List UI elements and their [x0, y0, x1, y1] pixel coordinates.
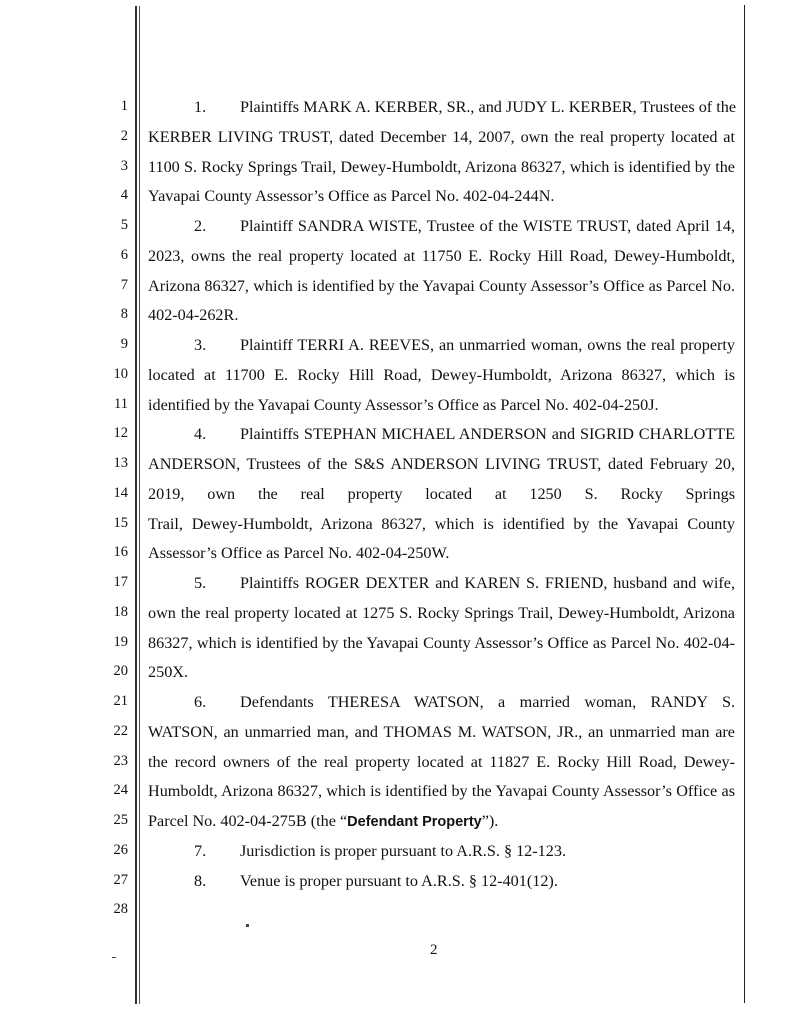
text-line — [148, 186, 735, 206]
line-text: Trail, Dewey-Humboldt, Arizona 86327, which is identified by the Yavapai County — [148, 514, 735, 533]
paragraph-number: 5. — [194, 574, 207, 592]
line-text: located at 11700 E. Rocky Hill Road, Dewey-Humboldt, Arizona 86327, which is — [148, 365, 735, 384]
line-text: 1100 S. Rocky Springs Trail, Dewey-Humboldt, Arizona 86327, which is identified by the — [148, 157, 735, 176]
text-line — [148, 781, 735, 801]
line-number: 19 — [113, 633, 128, 650]
line-number: 20 — [113, 663, 128, 680]
text-line — [148, 127, 735, 147]
line-number: 7 — [120, 276, 128, 293]
left-margin-rule — [135, 6, 137, 1004]
text-line — [148, 395, 735, 415]
line-text: 2019, own the real property located at 1250 S. Rocky Springs — [148, 484, 735, 503]
line-text: Plaintiffs STEPHAN MICHAEL ANDERSON and SIGRID CHARLOTTE — [240, 425, 735, 444]
line-text: Plaintiff SANDRA WISTE, Trustee of the WISTE TRUST, dated April 14, — [240, 217, 735, 235]
defined-term: Defendant Property — [347, 814, 482, 830]
line-number: 26 — [113, 841, 128, 858]
scan-speck — [112, 957, 116, 958]
line-number: 18 — [113, 603, 128, 620]
text-line — [148, 305, 735, 325]
line-text: own the real property located at 1275 S. Rocky Springs Trail, Dewey-Humboldt, Arizona — [148, 603, 735, 622]
line-text: Humboldt, Arizona 86327, which is identified by the Yavapai County Assessor’s Office as — [148, 782, 735, 801]
line-number: 9 — [120, 336, 128, 352]
page-number: 2 — [430, 942, 438, 958]
line-text: Defendants THERESA WATSON, a married woman, RANDY S. — [240, 693, 735, 711]
text-line — [148, 603, 735, 623]
text-line — [148, 633, 735, 653]
paragraph-start-line — [148, 97, 735, 117]
paragraph-number: 6. — [194, 693, 207, 711]
line-number: 8 — [120, 306, 128, 323]
paragraph-start-line — [148, 335, 735, 355]
paragraph-start-line — [148, 573, 735, 593]
line-text: ANDERSON, Trustees of the S&S ANDERSON LIVING TRUST, dated February 20, — [148, 455, 735, 473]
line-number: 28 — [113, 901, 128, 918]
text-line — [148, 484, 735, 504]
text-line — [148, 276, 735, 296]
line-number: 13 — [113, 455, 128, 471]
line-number: 2 — [120, 127, 128, 144]
text-line — [148, 514, 735, 534]
text-line — [148, 752, 735, 772]
line-text: Parcel No. 402-04-275B (the “ — [148, 812, 348, 830]
text-line — [148, 365, 735, 385]
paragraph-number: 2. — [194, 217, 207, 235]
line-text: the record owners of the real property located at 11827 E. Rocky Hill Road, Dewey- — [148, 752, 735, 771]
line-number: 25 — [113, 812, 128, 828]
line-number: 22 — [113, 722, 128, 739]
line-number: 6 — [120, 246, 128, 263]
line-text: Assessor’s Office as Parcel No. 402-04-250W. — [148, 544, 450, 563]
paragraph-number: 3. — [194, 336, 207, 354]
paragraph-start-line — [148, 424, 735, 444]
paragraph-number: 7. — [194, 841, 207, 860]
paragraph-start-line — [148, 692, 735, 712]
line-text: Plaintiff TERRI A. REEVES, an unmarried woman, owns the real property — [240, 336, 735, 354]
line-text: 86327, which is identified by the Yavapai County Assessor’s Office as Parcel No. 402-04- — [148, 633, 735, 652]
line-number: 17 — [113, 574, 128, 590]
line-number: 5 — [120, 217, 128, 233]
line-text-after: ”). — [481, 812, 499, 830]
line-number: 27 — [113, 871, 128, 888]
line-number: 11 — [114, 395, 128, 412]
scan-speck — [246, 924, 249, 927]
paragraph-start-line — [148, 871, 735, 891]
text-line — [148, 543, 735, 563]
line-text: Jurisdiction is proper pursuant to A.R.S. § 12-123. — [240, 841, 566, 860]
line-text: 250X. — [148, 663, 189, 682]
line-number: 15 — [113, 514, 128, 531]
line-text: 2023, owns the real property located at 11750 E. Rocky Hill Road, Dewey-Humboldt, — [148, 246, 735, 265]
line-text: 402-04-262R. — [148, 306, 239, 325]
line-number: 24 — [113, 782, 128, 799]
line-number: 4 — [120, 187, 128, 204]
line-number: 10 — [113, 365, 128, 382]
line-text: Yavapai County Assessor’s Office as Parcel No. 402-04-244N. — [148, 187, 555, 206]
text-line — [148, 246, 735, 266]
line-number: 14 — [113, 484, 128, 501]
text-line — [148, 454, 735, 474]
paragraph-number: 1. — [194, 98, 207, 116]
line-number: 21 — [113, 693, 128, 709]
right-margin-rule — [744, 5, 745, 1003]
paragraph-start-line — [148, 841, 735, 861]
paragraph-start-line — [148, 216, 735, 236]
paragraph-number: 8. — [194, 871, 207, 890]
paragraph-number: 4. — [194, 425, 207, 444]
line-text: Venue is proper pursuant to A.R.S. § 12-401(12). — [240, 871, 558, 890]
line-text: identified by the Yavapai County Assessor’s Office as Parcel No. 402-04-250J. — [148, 395, 659, 414]
text-line — [148, 662, 735, 682]
line-text: Plaintiffs MARK A. KERBER, SR., and JUDY L. KERBER, Trustees of the — [240, 98, 737, 116]
text-line — [148, 811, 735, 832]
line-text: Arizona 86327, which is identified by the Yavapai County Assessor’s Office as Parcel No. — [148, 276, 735, 295]
line-text: WATSON, an unmarried man, and THOMAS M. WATSON, JR., an unmarried man are — [148, 722, 735, 741]
text-line — [148, 722, 735, 742]
line-number: 23 — [113, 752, 128, 769]
text-line — [148, 157, 735, 177]
line-number: 16 — [113, 544, 128, 561]
line-text: Plaintiffs ROGER DEXTER and KAREN S. FRIEND, husband and wife, — [240, 574, 735, 592]
left-margin-rule-inner — [139, 6, 140, 1004]
line-number: 1 — [120, 98, 128, 114]
line-text: KERBER LIVING TRUST, dated December 14, 2007, own the real property located at — [148, 127, 735, 146]
line-number: 12 — [113, 425, 128, 442]
line-number: 3 — [120, 157, 128, 174]
